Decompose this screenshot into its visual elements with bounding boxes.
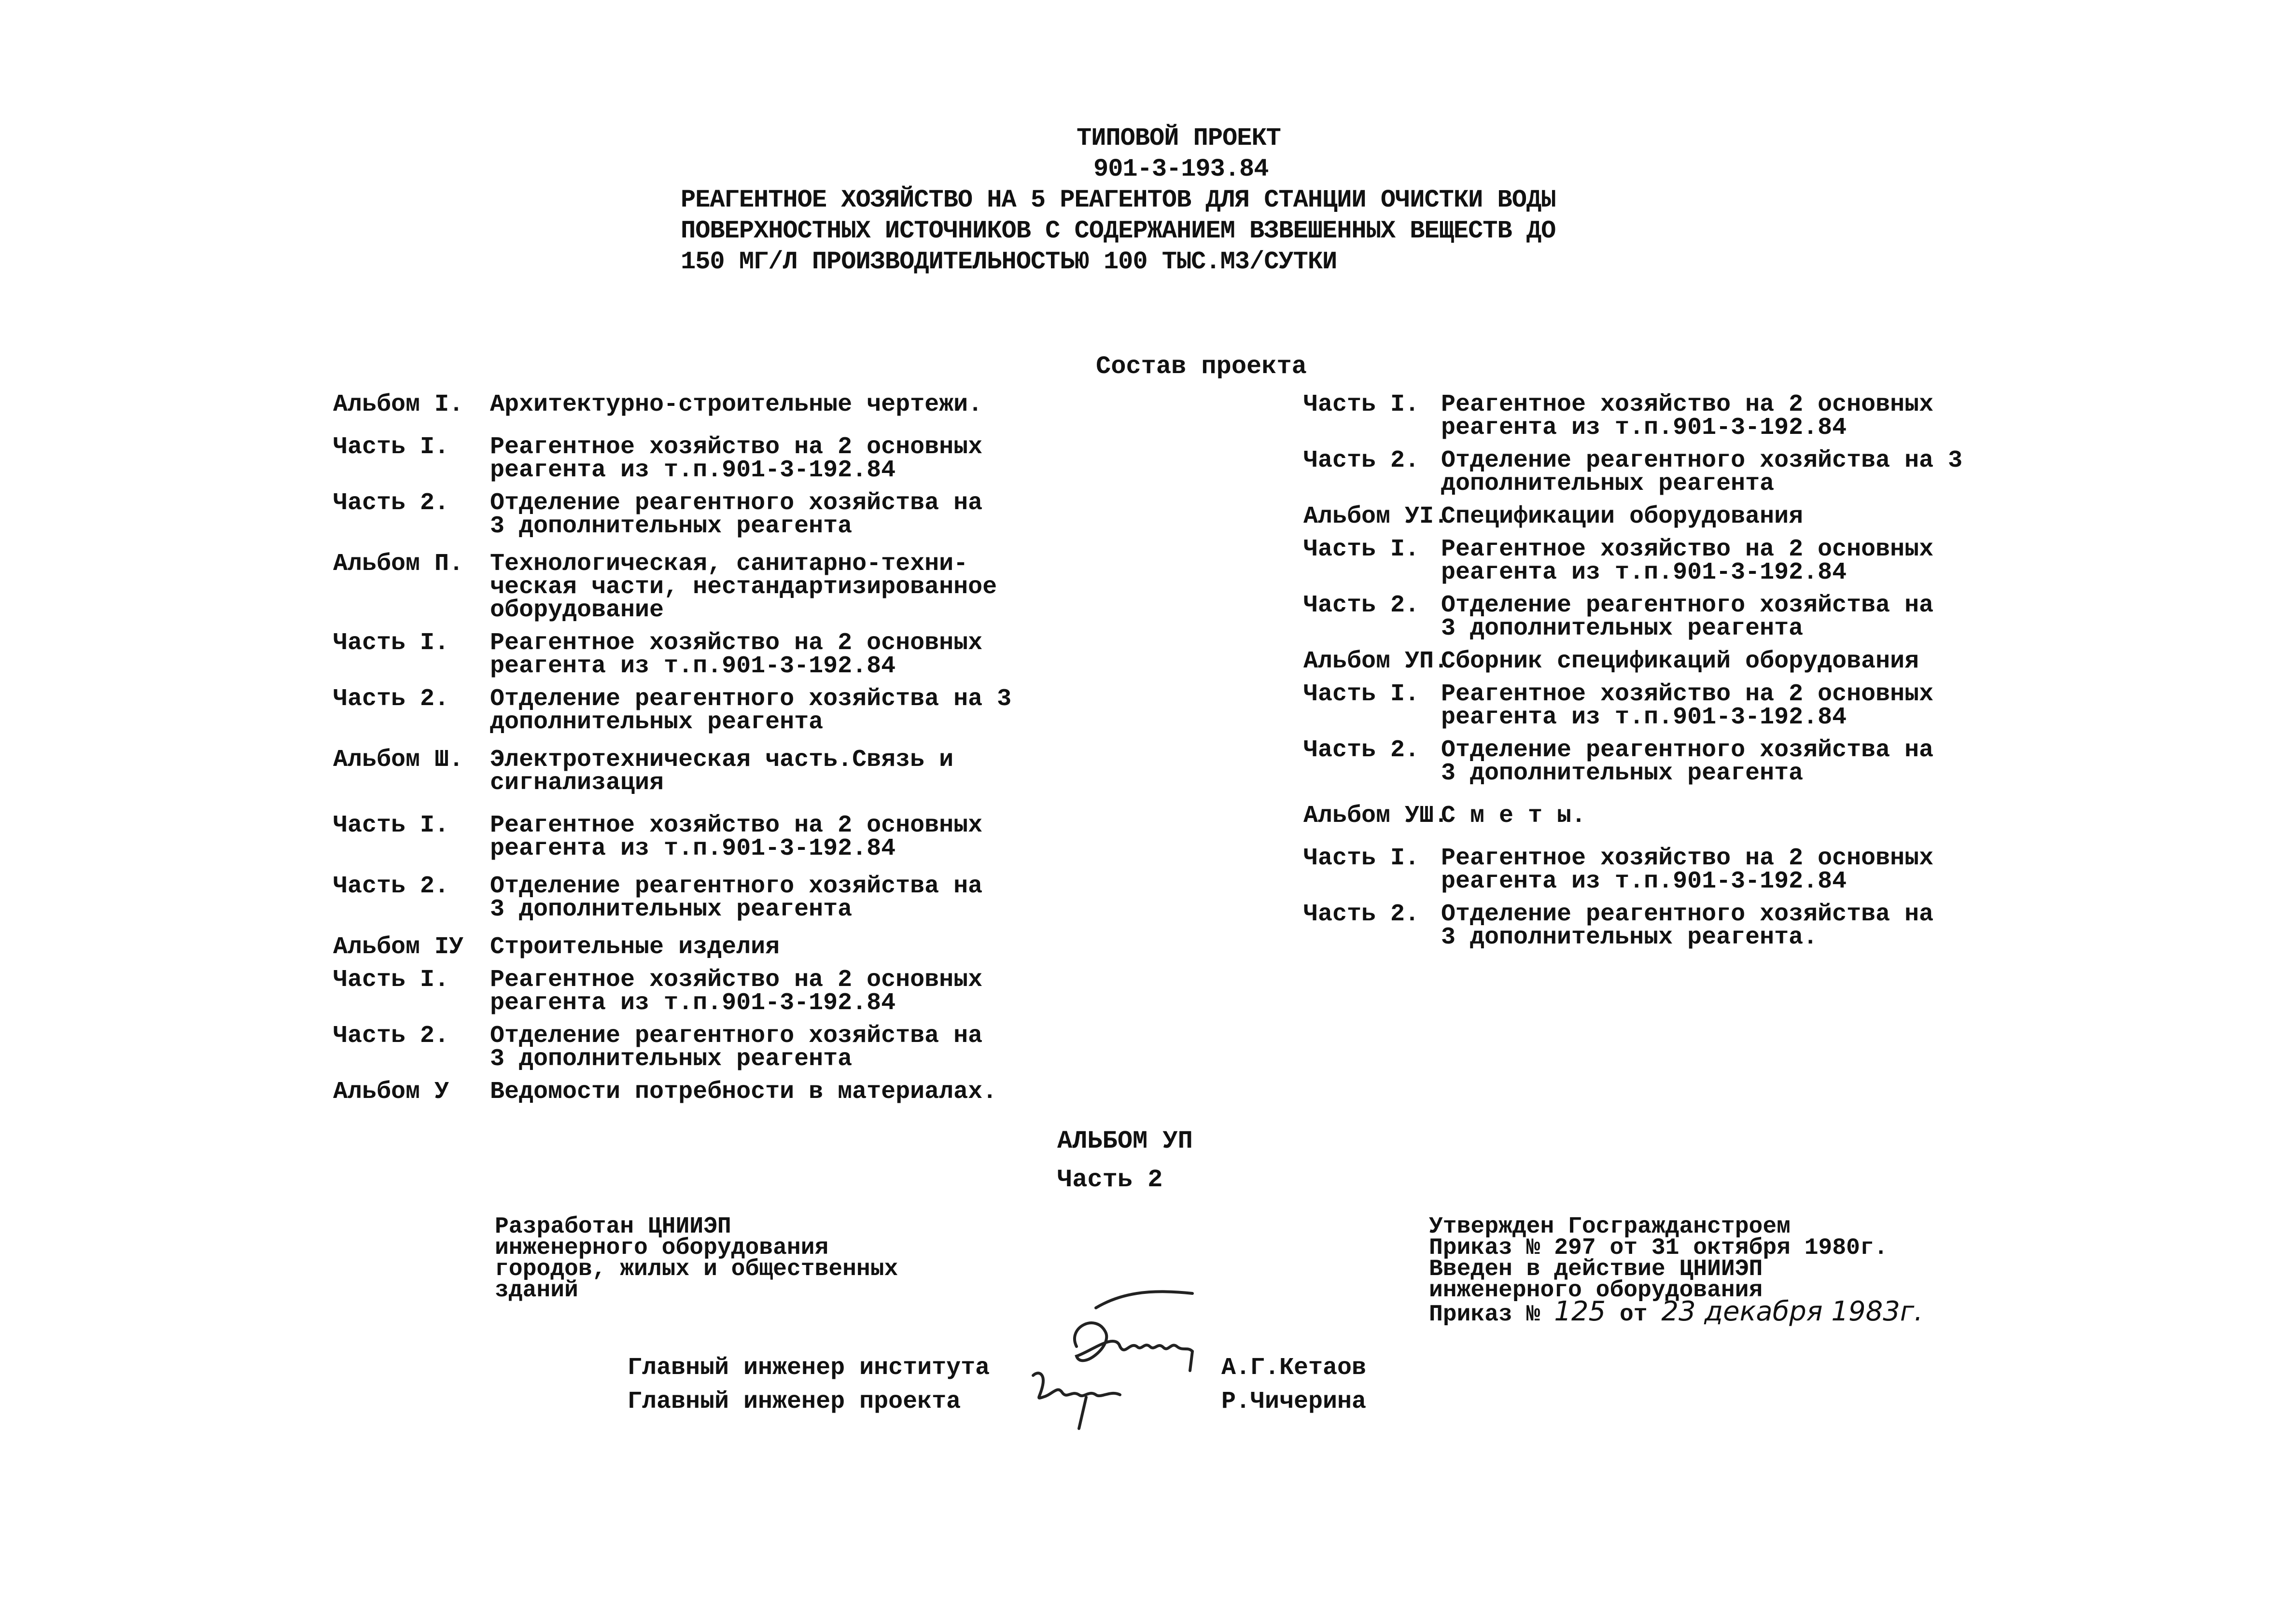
entry-text	[490, 393, 1009, 416]
entry-text-line: реагента из т.п.901-3-192.84	[490, 457, 896, 484]
album-designation	[1057, 1122, 1193, 1199]
approval-line: Утвержден Госгражданстроем	[1429, 1214, 1791, 1240]
entry-text-line: реагента из т.п.901-3-192.84	[1441, 704, 1847, 731]
entry-text-line: Отделение реагентного хозяйства на	[490, 489, 983, 517]
signer-role: Главный инженер института	[628, 1354, 990, 1382]
contents-entry	[333, 550, 1009, 624]
entry-text-line: Отделение реагентного хозяйства на	[490, 873, 983, 900]
entry-label: Часть 2.	[333, 873, 449, 900]
contents-entry	[1303, 449, 1989, 496]
entry-label: Альбом IУ	[333, 933, 464, 961]
project-number: 901-3-193.84	[1093, 155, 1269, 183]
entry-text	[490, 489, 1009, 540]
project-type: ТИПОВОЙ ПРОЕКТ	[1077, 124, 1281, 153]
project-title-line-1: РЕАГЕНТНОЕ ХОЗЯЙСТВО НА 5 РЕАГЕНТОВ ДЛЯ СТАНЦИИ ОЧИСТКИ ВОДЫ	[681, 186, 1556, 214]
contents-title: Состав проекта	[1096, 352, 1307, 381]
contents-entry	[1303, 736, 1989, 787]
entry-label: Альбом П.	[333, 550, 464, 578]
entry-text	[1441, 449, 1989, 496]
approval-line: инженерного оборудования	[1429, 1277, 1763, 1304]
entry-text-line: Отделение реагентного хозяйства на	[1441, 901, 1934, 928]
entry-text-line: Отделение реагентного хозяйства на	[490, 1022, 983, 1050]
approval-line: Введен в действие ЦНИИЭП	[1429, 1256, 1763, 1282]
contents-entry	[1303, 650, 1989, 673]
entry-text-line: 3 дополнительных реагента	[490, 513, 853, 540]
contents-entry	[333, 1022, 1009, 1073]
entry-text-line: реагента из т.п.901-3-192.84	[1441, 559, 1847, 586]
entry-text	[1441, 505, 1989, 528]
entry-text	[490, 433, 1009, 484]
entry-label: Часть I.	[1303, 391, 1420, 418]
entry-text-line: реагента из т.п.901-3-192.84	[490, 652, 896, 680]
entry-text-line: Отделение реагентного хозяйства на	[1441, 592, 1934, 619]
approval-block	[1429, 1214, 1923, 1328]
contents-entry	[1303, 393, 1989, 440]
entry-label: Часть 2.	[1303, 736, 1420, 764]
entry-label: Часть 2.	[1303, 447, 1420, 474]
entry-text-line: Строительные изделия	[490, 933, 780, 961]
entry-text	[490, 550, 1009, 624]
entry-label: Часть 2.	[1303, 901, 1420, 928]
contents-entry	[333, 875, 1009, 921]
entry-text	[1441, 680, 1989, 731]
entry-text	[1441, 903, 1989, 949]
entry-text	[490, 746, 1009, 797]
project-title-line-3: 150 МГ/Л ПРОИЗВОДИТЕЛЬНОСТЬЮ 100 ТЫС.М3/СУТКИ	[681, 248, 1337, 276]
signer-name: Р.Чичерина	[1221, 1388, 1367, 1416]
contents-entry	[1303, 594, 1989, 640]
entry-text-line: реагента из т.п.901-3-192.84	[490, 835, 896, 862]
entry-label: Альбом У	[333, 1078, 449, 1106]
entry-text-line: Реагентное хозяйство на 2 основных	[1441, 536, 1934, 563]
entry-text-line: Архитектурно-строительные чертежи.	[490, 391, 983, 418]
entry-label: Часть 2.	[333, 489, 449, 517]
entry-text-line: Электротехническая часть.Связь и	[490, 746, 954, 774]
entry-label: Альбом Ш.	[333, 746, 464, 774]
developed-by-line: городов, жилых и общественных	[495, 1256, 898, 1282]
project-title-line-2: ПОВЕРХНОСТНЫХ ИСТОЧНИКОВ С СОДЕРЖАНИЕМ ВЗВЕШЕННЫХ ВЕЩЕСТВ ДО	[681, 217, 1556, 245]
signers-block	[628, 1351, 1366, 1419]
contents-entry	[1303, 505, 1989, 528]
signer-row	[628, 1351, 1366, 1385]
entry-text	[1441, 802, 1989, 830]
entry-text-line: реагента из т.п.901-3-192.84	[490, 989, 896, 1017]
signer-row	[628, 1385, 1366, 1419]
entry-text-line: Отделение реагентного хозяйства на 3	[490, 685, 1012, 713]
entry-text-line: Реагентное хозяйство на 2 основных	[1441, 845, 1934, 872]
album-label: АЛЬБОМ УП	[1057, 1127, 1193, 1155]
entry-label: Часть I.	[1303, 536, 1420, 563]
entry-text	[490, 629, 1009, 680]
entry-label: Часть 2.	[333, 1022, 449, 1050]
entry-label: Часть 2.	[333, 685, 449, 713]
signer-name: А.Г.Кетаов	[1221, 1354, 1367, 1382]
entry-label: Часть I.	[1303, 845, 1420, 872]
entry-text-line: Технологическая, санитарно-техни-	[490, 550, 968, 578]
entry-label: Альбом УI.	[1303, 503, 1449, 530]
entry-text-line: Реагентное хозяйство на 2 основных	[490, 629, 983, 657]
contents-entry	[1303, 903, 1989, 949]
part-label: Часть 2	[1057, 1166, 1163, 1194]
entry-label: Альбом УШ.	[1303, 802, 1449, 830]
order-number: 125	[1554, 1296, 1606, 1327]
entry-text-line: реагента из т.п.901-3-192.84	[1441, 868, 1847, 895]
contents-entry	[1303, 847, 1989, 893]
entry-text-line: Реагентное хозяйство на 2 основных	[1441, 680, 1934, 708]
entry-label: Часть I.	[333, 812, 449, 839]
entry-text-line: дополнительных реагента	[1441, 470, 1775, 498]
entry-text-line: Сборник спецификаций оборудования	[1441, 648, 1919, 675]
contents-entry	[333, 489, 1009, 540]
signer-role: Главный инженер проекта	[628, 1388, 961, 1416]
entry-text-line: С м е т ы.	[1441, 802, 1586, 830]
developed-by	[495, 1214, 898, 1304]
contents-entry	[333, 746, 1009, 797]
entry-text	[490, 933, 1009, 961]
entry-label: Альбом I.	[333, 391, 464, 418]
entry-text	[490, 685, 1012, 736]
entry-text	[1441, 538, 1989, 584]
entry-text-line: Реагентное хозяйство на 2 основных	[490, 966, 983, 994]
entry-text-line: 3 дополнительных реагента	[1441, 760, 1804, 787]
entry-text	[490, 966, 1009, 1017]
entry-text-line: 3 дополнительных реагента	[1441, 615, 1804, 642]
entry-text-line: оборудование	[490, 597, 664, 624]
contents-entry	[333, 933, 1009, 961]
entry-text	[1441, 594, 1989, 640]
document-header	[681, 123, 1556, 278]
entry-text-line: сигнализация	[490, 769, 664, 797]
entry-text	[1441, 650, 1989, 673]
entry-label: Часть I.	[1303, 680, 1420, 708]
entry-text-line: Спецификации оборудования	[1441, 503, 1804, 530]
entry-label: Часть I.	[333, 629, 449, 657]
entry-label: Альбом УП.	[1303, 648, 1449, 675]
entry-text-line: Ведомости потребности в материалах.	[490, 1078, 997, 1106]
entry-label: Часть I.	[333, 433, 449, 461]
contents-entry	[333, 685, 1012, 736]
contents-entry	[333, 393, 1009, 416]
entry-text-line: 3 дополнительных реагента	[490, 1045, 853, 1073]
entry-text-line: реагента из т.п.901-3-192.84	[1441, 414, 1847, 442]
entry-text	[490, 1078, 1009, 1106]
approval-order-line	[1429, 1296, 1923, 1328]
contents-left-column	[333, 391, 1012, 1106]
contents-entry	[333, 1078, 1009, 1106]
entry-text-line: Реагентное хозяйство на 2 основных	[490, 812, 983, 839]
developed-by-line: Разработан ЦНИИЭП	[495, 1214, 731, 1240]
contents-entry	[1303, 802, 1989, 830]
contents-entry	[1303, 538, 1989, 584]
entry-text	[1441, 736, 1989, 787]
entry-text-line: Отделение реагентного хозяйства на 3	[1441, 447, 1963, 474]
contents-entry	[333, 966, 1009, 1017]
contents-entry	[1303, 680, 1989, 731]
entry-text	[490, 814, 1009, 861]
entry-text-line: ческая части, нестандартизированное	[490, 573, 997, 601]
entry-text-line: 3 дополнительных реагента.	[1441, 924, 1818, 951]
developed-by-line: инженерного оборудования	[495, 1235, 829, 1261]
entry-text-line: Отделение реагентного хозяйства на	[1441, 736, 1934, 764]
entry-text	[1441, 393, 1989, 440]
entry-text	[1441, 847, 1989, 893]
approval-line: Приказ № 297 от 31 октября 1980г.	[1429, 1235, 1888, 1261]
entry-text-line: дополнительных реагента	[490, 708, 824, 736]
entry-label: Часть 2.	[1303, 592, 1420, 619]
entry-text	[490, 875, 1009, 921]
entry-text	[490, 1022, 1009, 1073]
order-date: 23 декабря 1983г.	[1661, 1296, 1923, 1327]
order-prefix: Приказ №	[1429, 1302, 1540, 1328]
entry-text-line: 3 дополнительных реагента	[490, 896, 853, 923]
developed-by-line: зданий	[495, 1277, 578, 1304]
contents-right-column	[1303, 393, 1989, 949]
entry-text-line: Реагентное хозяйство на 2 основных	[490, 433, 983, 461]
entry-label: Часть I.	[333, 966, 449, 994]
entry-text-line: Реагентное хозяйство на 2 основных	[1441, 391, 1934, 418]
contents-entry	[333, 629, 1009, 680]
order-from: от	[1619, 1302, 1648, 1328]
contents-entry	[333, 814, 1009, 861]
contents-entry	[333, 433, 1009, 484]
